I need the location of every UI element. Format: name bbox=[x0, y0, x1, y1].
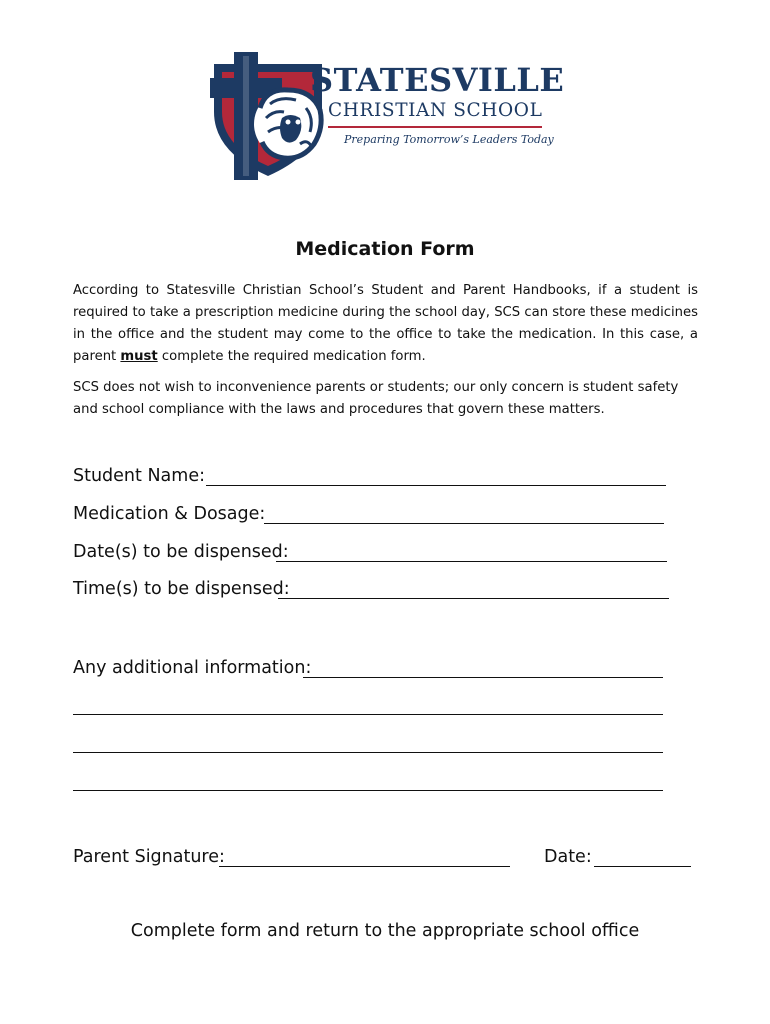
dates-dispensed-line[interactable] bbox=[276, 561, 667, 562]
parent-signature-line[interactable] bbox=[219, 866, 510, 867]
intro-text bbox=[73, 280, 698, 421]
logo-school-name: STATESVILLE bbox=[310, 61, 565, 99]
additional-info-label: Any additional information: bbox=[73, 658, 312, 678]
medication-dosage-label: Medication & Dosage: bbox=[73, 504, 266, 524]
intro-paragraph-2: SCS does not wish to inconvenience parents or students; our only concern is student safety and school compliance with the laws and procedures that govern these matters. bbox=[73, 380, 679, 417]
logo-subtitle: CHRISTIAN SCHOOL bbox=[328, 100, 543, 121]
intro-paragraph-1 bbox=[73, 280, 698, 368]
additional-info-line-3[interactable] bbox=[73, 752, 663, 753]
school-logo bbox=[210, 52, 565, 180]
times-dispensed-label: Time(s) to be dispensed: bbox=[73, 579, 290, 599]
dates-dispensed-label: Date(s) to be dispensed: bbox=[73, 542, 289, 562]
footer-instruction: Complete form and return to the appropriate school office bbox=[130, 921, 640, 941]
date-label: Date: bbox=[544, 847, 592, 867]
logo-tagline: Preparing Tomorrow’s Leaders Today bbox=[344, 133, 554, 146]
medication-dosage-line[interactable] bbox=[264, 523, 664, 524]
additional-info-line-4[interactable] bbox=[73, 790, 663, 791]
form-title: Medication Form bbox=[295, 238, 475, 260]
logo-divider bbox=[328, 126, 542, 128]
additional-info-line-1[interactable] bbox=[303, 677, 663, 678]
student-name-line[interactable] bbox=[206, 485, 666, 486]
student-name-label: Student Name: bbox=[73, 466, 205, 486]
intro-emphasis: must bbox=[120, 349, 158, 364]
additional-info-line-2[interactable] bbox=[73, 714, 663, 715]
date-line[interactable] bbox=[594, 866, 691, 867]
intro-p1-end: complete the required medication form. bbox=[157, 349, 426, 364]
intro-p1-text: According to Statesville Christian School’s Student and Parent Handbooks, if a student is required to take a prescription medicine during the school day, SCS can store these medicines in the office and the student may come to the office to take the medication. In this case, a parent bbox=[73, 283, 698, 364]
times-dispensed-line[interactable] bbox=[278, 598, 669, 599]
parent-signature-label: Parent Signature: bbox=[73, 847, 225, 867]
